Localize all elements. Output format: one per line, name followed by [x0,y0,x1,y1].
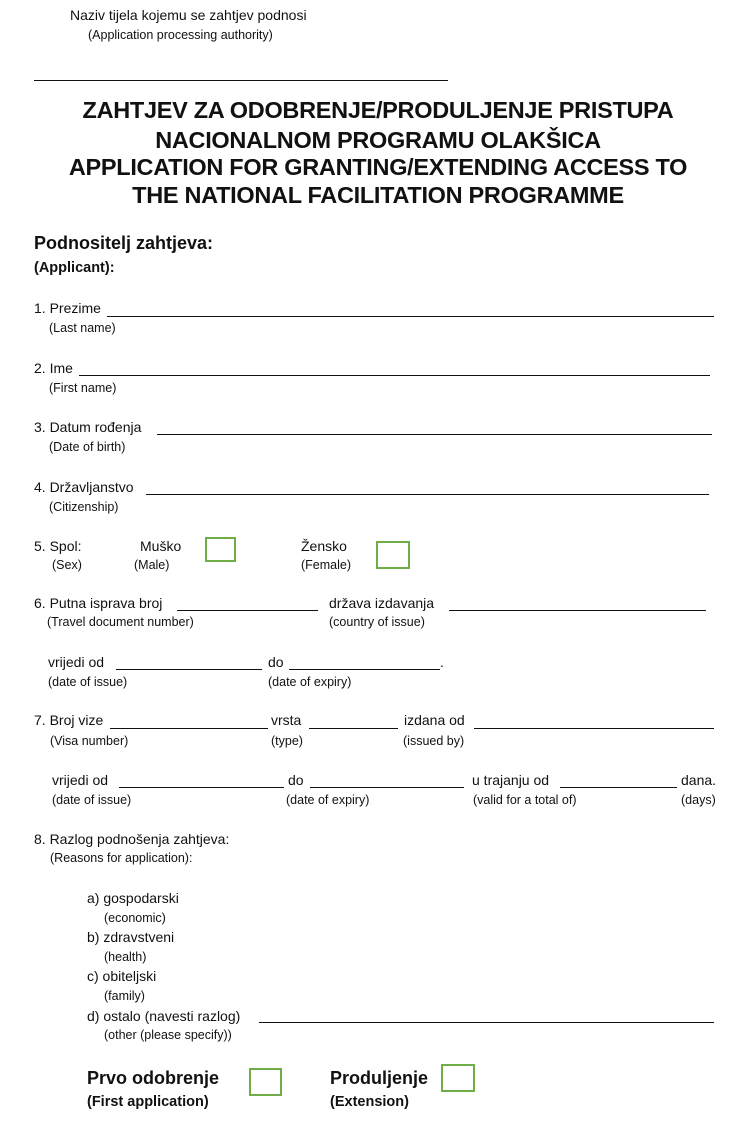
country-of-issue-label-en: (country of issue) [329,615,425,629]
visa-valid-from-label: vrijedi od [52,772,109,788]
reason-other-field[interactable] [259,1022,714,1023]
female-checkbox[interactable] [376,541,410,569]
visa-days-label: dana. [681,772,717,788]
country-of-issue-field[interactable] [449,610,706,611]
doc-valid-to-label-en: (date of expiry) [268,675,352,689]
first-application-label-en: (First application) [87,1094,209,1110]
first-name-label-en: (First name) [49,381,117,395]
visa-duration-field[interactable] [560,787,677,788]
reason-health[interactable]: b) zdravstveni [87,929,175,945]
visa-valid-from-field[interactable] [119,787,284,788]
reason-economic-en: (economic) [104,911,166,925]
visa-issued-by-label-en: (issued by) [403,734,465,748]
visa-duration-label-en: (valid for a total of) [473,793,577,807]
last-name-label-en: (Last name) [49,321,116,335]
reason-label-en: (Reasons for application): [50,851,193,865]
female-label: Žensko [301,538,347,554]
first-application-checkbox[interactable] [249,1068,282,1096]
doc-valid-from-label: vrijedi od [48,654,105,670]
visa-issued-by-field[interactable] [474,728,714,729]
visa-number-label: 7. Broj vize [34,712,104,728]
first-name-label: 2. Ime [34,360,73,376]
doc-valid-from-label-en: (date of issue) [48,675,128,689]
doc-valid-to-field[interactable] [289,669,440,670]
travel-doc-label: 6. Putna isprava broj [34,595,163,611]
authority-label-en: (Application processing authority) [88,28,273,42]
reason-family[interactable]: c) obiteljski [87,968,157,984]
extension-checkbox[interactable] [441,1064,475,1092]
title-line: NACIONALNOM PROGRAMU OLAKŠICA [155,127,601,153]
first-application-label: Prvo odobrenje [87,1068,220,1088]
citizenship-label: 4. Državljanstvo [34,479,134,495]
country-of-issue-label: država izdavanja [329,595,435,611]
visa-valid-to-label: do [288,772,304,788]
first-name-field[interactable] [79,375,710,376]
visa-valid-to-label-en: (date of expiry) [286,793,370,807]
extension-label-en: (Extension) [330,1094,409,1110]
authority-line[interactable] [34,80,448,81]
male-label-en: (Male) [134,558,170,572]
reason-economic[interactable]: a) gospodarski [87,890,179,906]
male-label: Muško [140,538,182,554]
reason-health-en: (health) [104,950,147,964]
visa-number-field[interactable] [110,728,268,729]
dob-field[interactable] [157,434,712,435]
last-name-label: 1. Prezime [34,300,101,316]
authority-label: Naziv tijela kojemu se zahtjev podnosi [70,7,307,23]
doc-period: . [440,654,444,670]
visa-days-label-en: (days) [681,793,716,807]
title-line: ZAHTJEV ZA ODOBRENJE/PRODULJENJE PRISTUPA [82,97,674,123]
sex-label-en: (Sex) [52,558,82,572]
travel-doc-number-field[interactable] [177,610,318,611]
dob-label: 3. Datum rođenja [34,419,142,435]
visa-number-label-en: (Visa number) [50,734,129,748]
dob-label-en: (Date of birth) [49,440,126,454]
visa-type-label: vrsta [271,712,302,728]
doc-valid-to-label: do [268,654,284,670]
reason-label: 8. Razlog podnošenja zahtjeva: [34,831,230,847]
male-checkbox[interactable] [205,537,236,562]
visa-valid-from-label-en: (date of issue) [52,793,132,807]
reason-family-en: (family) [104,989,145,1003]
visa-type-label-en: (type) [271,734,303,748]
extension-label: Produljenje [330,1068,429,1088]
female-label-en: (Female) [301,558,352,572]
visa-issued-by-label: izdana od [404,712,465,728]
doc-valid-from-field[interactable] [116,669,262,670]
applicant-heading-en: (Applicant): [34,260,115,276]
reason-other[interactable]: d) ostalo (navesti razlog) [87,1008,241,1024]
title-line: APPLICATION FOR GRANTING/EXTENDING ACCESS TO [68,154,688,180]
reason-other-en: (other (please specify)) [104,1028,232,1042]
visa-type-field[interactable] [309,728,398,729]
last-name-field[interactable] [107,316,714,317]
travel-doc-label-en: (Travel document number) [47,615,194,629]
citizenship-label-en: (Citizenship) [49,500,119,514]
title-line: THE NATIONAL FACILITATION PROGRAMME [132,182,624,208]
visa-duration-label: u trajanju od [472,772,550,788]
sex-label: 5. Spol: [34,538,82,554]
visa-valid-to-field[interactable] [310,787,464,788]
applicant-heading: Podnositelj zahtjeva: [34,233,214,253]
citizenship-field[interactable] [146,494,709,495]
